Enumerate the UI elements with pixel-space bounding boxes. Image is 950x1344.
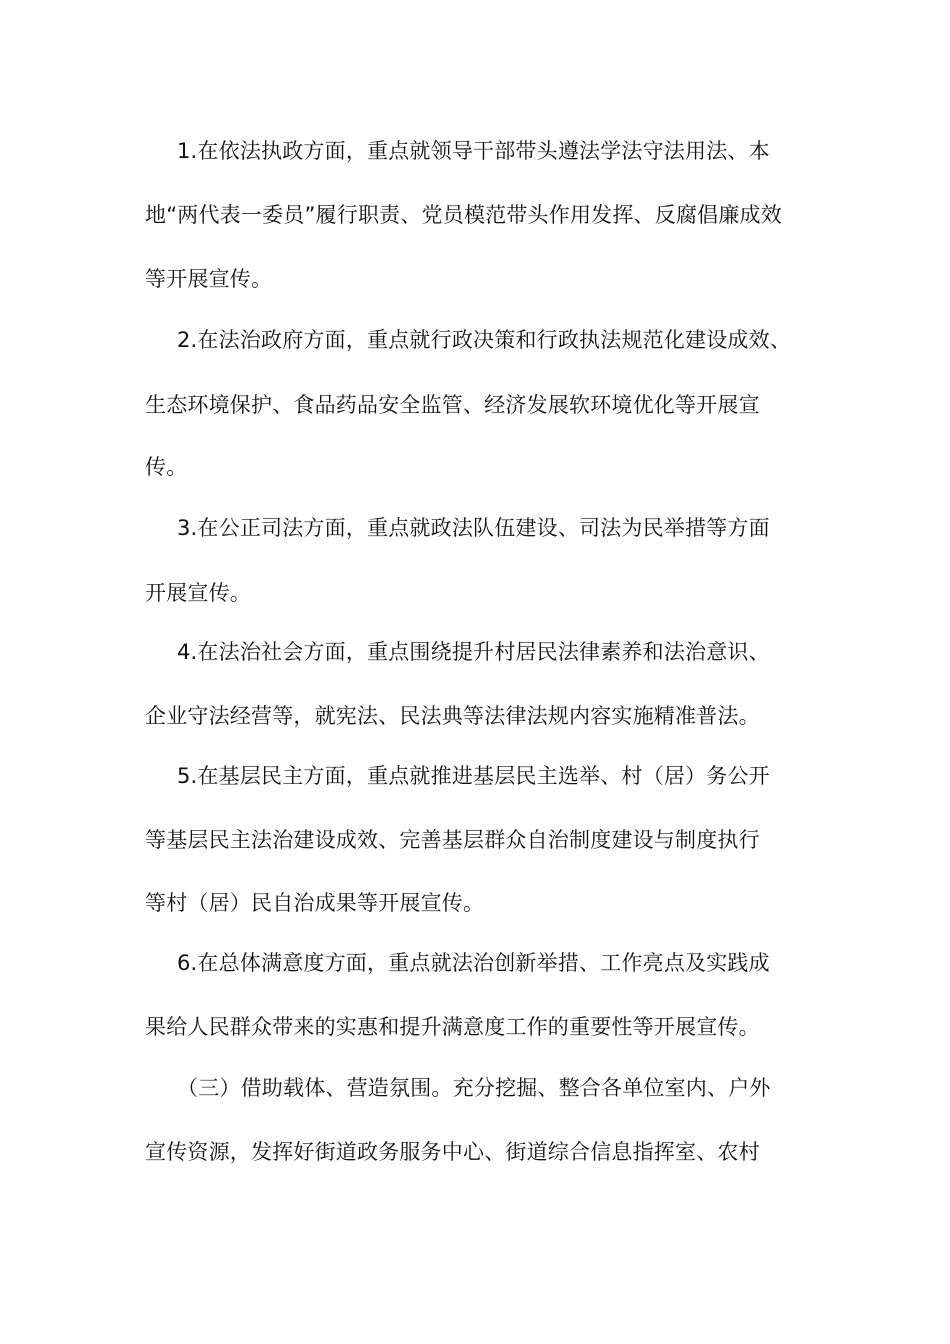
paragraph-2-line-1: 2.在法治政府方面，重点就行政决策和行政执法规范化建设成效、: [177, 328, 792, 352]
paragraph-6-line-2: 果给人民群众带来的实惠和提升满意度工作的重要性等开展宣传。: [145, 1015, 760, 1039]
paragraph-5-line-2: 等基层民主法治建设成效、完善基层群众自治制度建设与制度执行: [145, 828, 760, 852]
paragraph-5-line-1: 5.在基层民主方面，重点就推进基层民主选举、村（居）务公开: [177, 764, 770, 788]
paragraph-7-line-2: 宣传资源，发挥好街道政务服务中心、街道综合信息指挥室、农村: [145, 1140, 760, 1164]
paragraph-3-line-2: 开展宣传。: [145, 581, 251, 605]
paragraph-5-line-3: 等村（居）民自治成果等开展宣传。: [145, 891, 485, 915]
paragraph-1-line-3: 等开展宣传。: [145, 267, 273, 291]
paragraph-4-line-1: 4.在法治社会方面，重点围绕提升村居民法律素养和法治意识、: [177, 640, 770, 664]
paragraph-7-line-1: （三）借助载体、营造氛围。充分挖掘、整合各单位室内、户外: [177, 1076, 771, 1100]
paragraph-2-line-3: 传。: [145, 455, 188, 479]
paragraph-4-line-2: 企业守法经营等，就宪法、民法典等法律法规内容实施精准普法。: [145, 704, 760, 728]
paragraph-2-line-2: 生态环境保护、食品药品安全监管、经济发展软环境优化等开展宣: [145, 393, 760, 417]
paragraph-3-line-1: 3.在公正司法方面，重点就政法队伍建设、司法为民举措等方面: [177, 516, 770, 540]
paragraph-1-line-1: 1.在依法执政方面，重点就领导干部带头遵法学法守法用法、本: [177, 139, 770, 163]
paragraph-1-line-2: 地“两代表一委员”履行职责、党员模范带头作用发挥、反腐倡廉成效: [145, 203, 782, 227]
paragraph-6-line-1: 6.在总体满意度方面，重点就法治创新举措、工作亮点及实践成: [177, 951, 770, 975]
